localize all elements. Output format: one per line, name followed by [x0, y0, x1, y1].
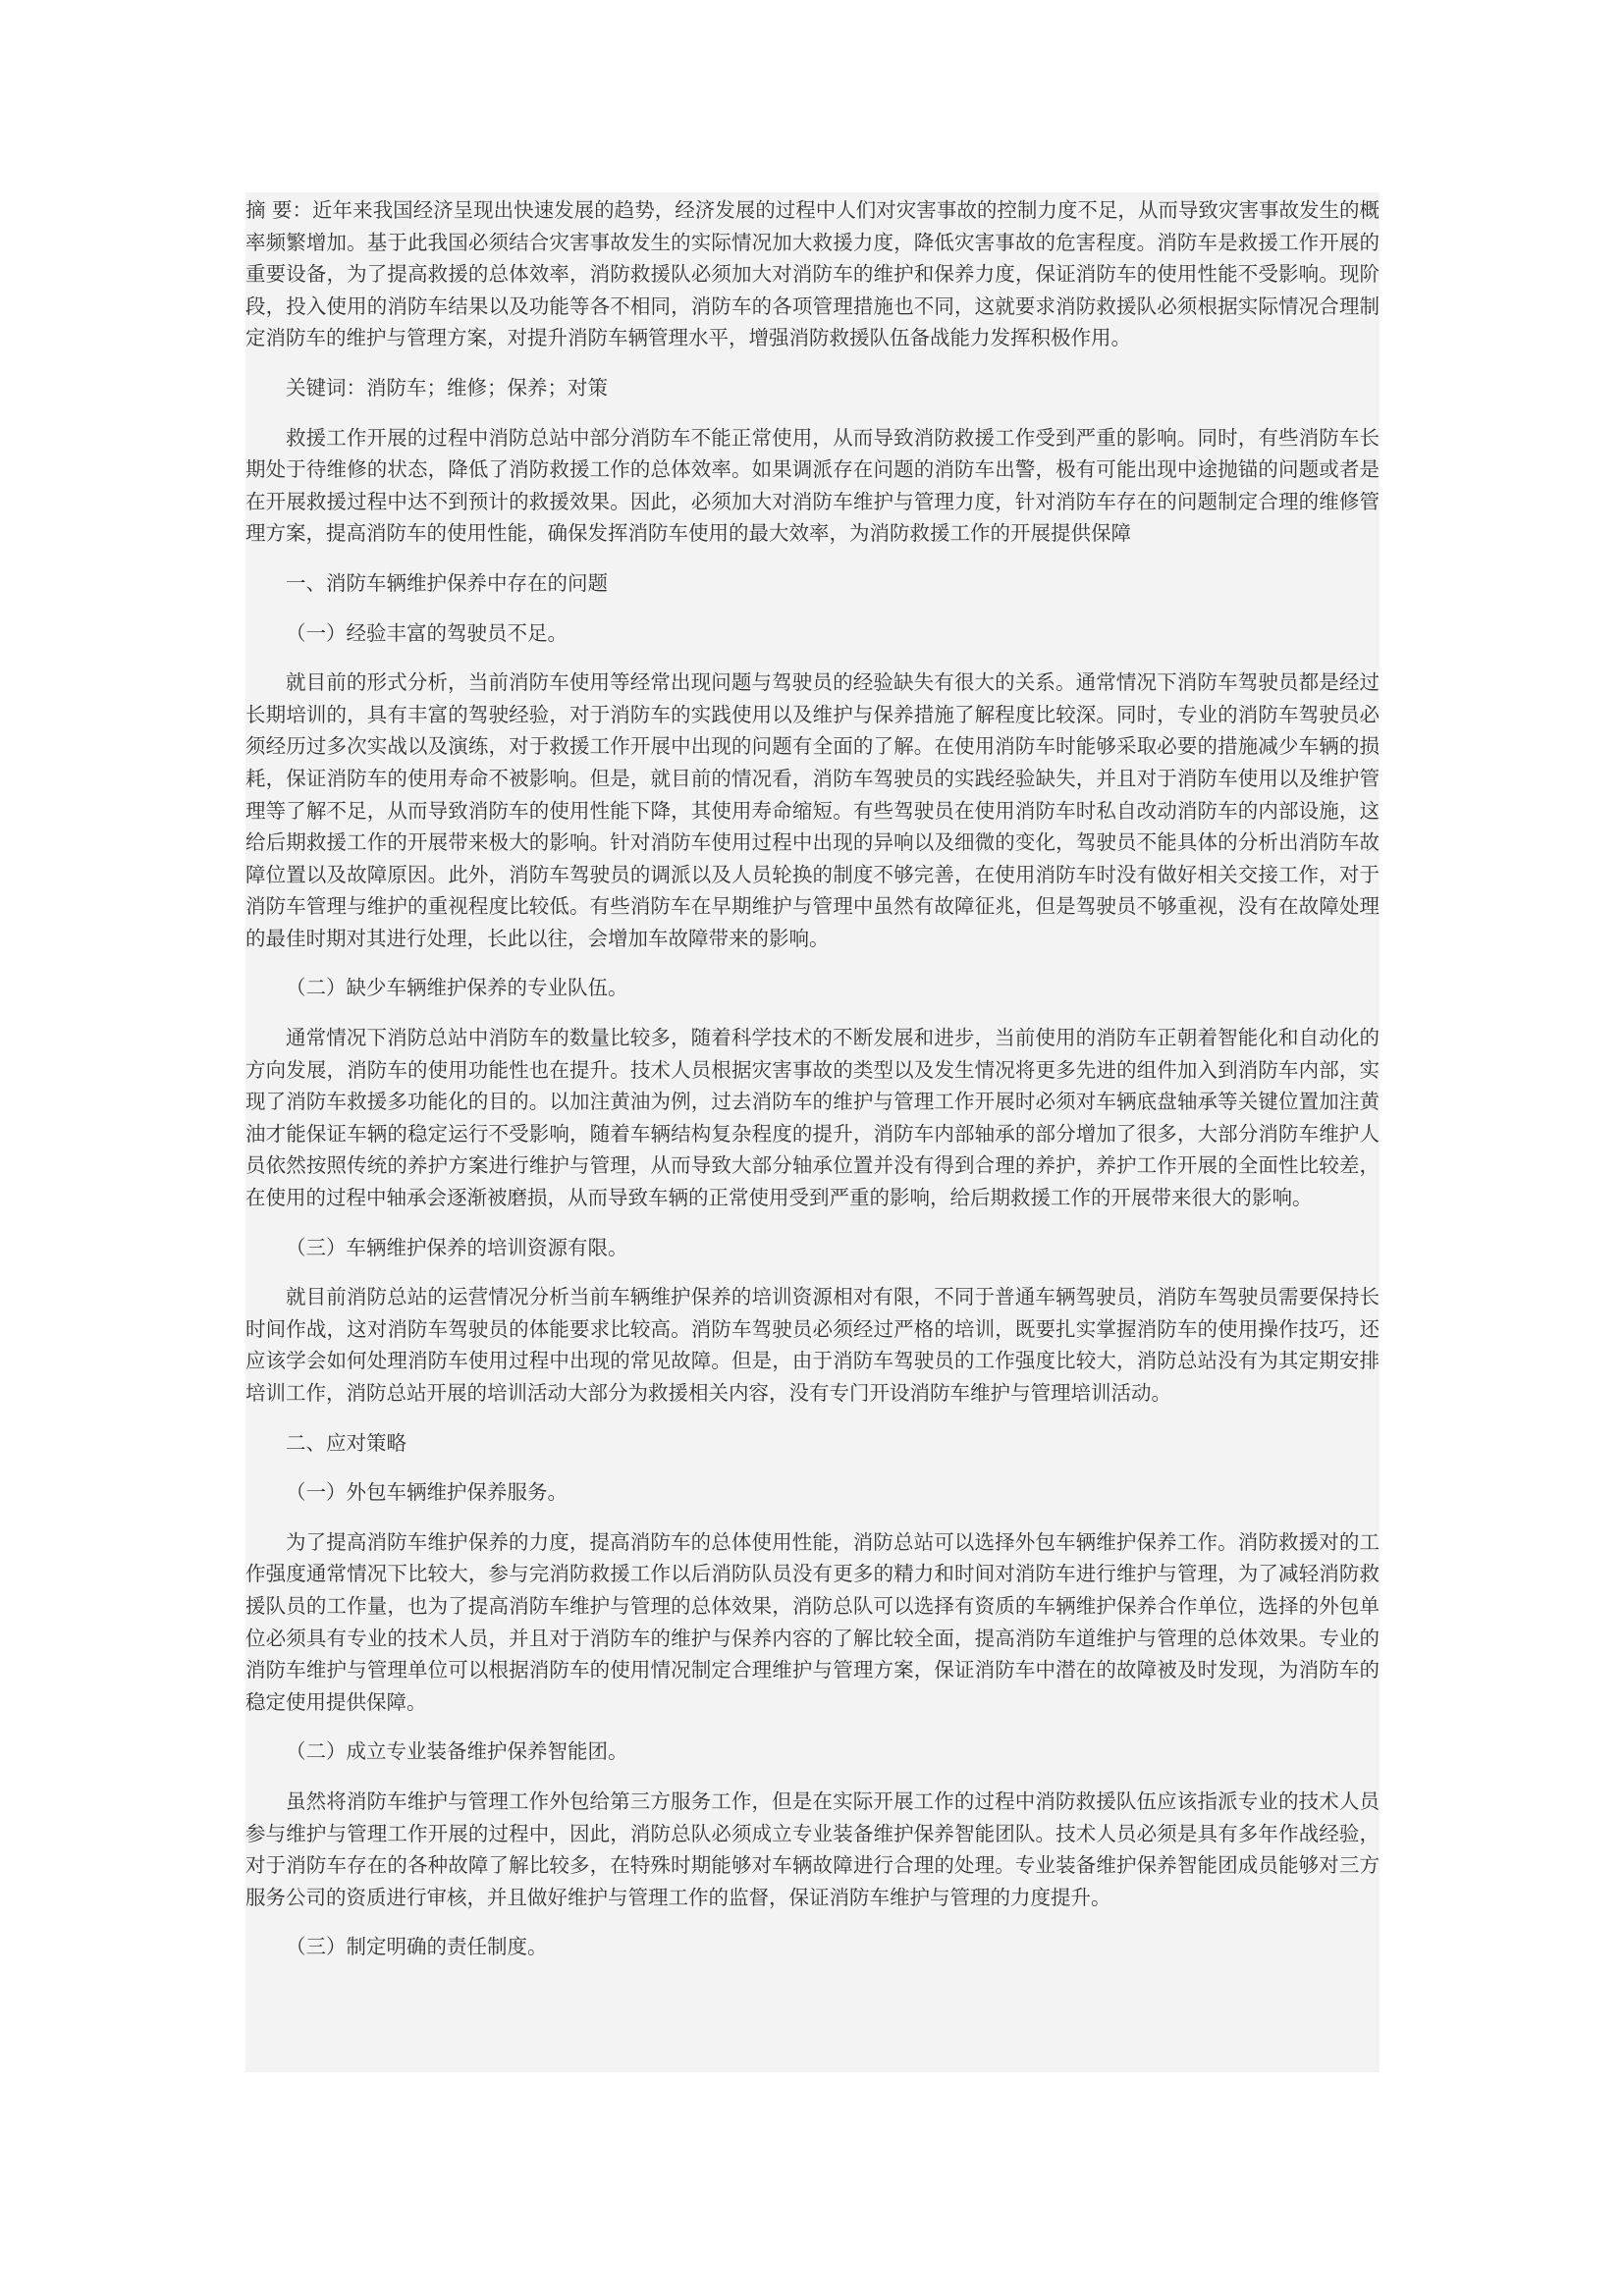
section-2-sub-1-heading: （一）外包车辆维护保养服务。: [286, 1480, 568, 1505]
section-2-sub-2-heading: （二）成立专业装备维护保养智能团。: [286, 1739, 628, 1764]
section-1-sub-3-heading: （三）车辆维护保养的培训资源有限。: [286, 1235, 628, 1259]
intro-paragraph: 救援工作开展的过程中消防总站中部分消防车不能正常使用，从而导致消防救援工作受到严重的影响。同时，有些消防车长期处于待维修的状态，降低了消防救援工作的总体效率。如果调派存在问题的消防车出警，极有可能出现中途抛锚的问题或者是在开展救援过程中达不到预计的救援效果。因此，必须加大对消防车维护与管理力度，针对消防车存在的问题制定合理的维修管理方案，提高消防车的使用性能，确保发挥消防车使用的最大效率，为消防救援工作的开展提供保障: [245, 425, 1380, 546]
section-1-sub-1-heading: （一）经验丰富的驾驶员不足。: [286, 620, 568, 645]
section-2-sub-1-paragraph: 为了提高消防车维护保养的力度，提高消防车的总体使用性能，消防总站可以选择外包车辆维护保养工作。消防救援对的工作强度通常情况下比较大，参与完消防救援工作以后消防队员没有更多的精力和时间对消防车进行维护与管理，为了减轻消防救援队员的工作量，也为了提高消防车维护与管理的总体效果，消防总队可以选择有资质的车辆维护保养合作单位，选择的外包单位必须具有专业的技术人员，并且对于消防车的维护与保养内容的了解比较全面，提高消防车道维护与管理的总体效果。专业的消防车维护与管理单位可以根据消防车的使用情况制定合理维护与管理方案，保证消防车中潜在的故障被及时发现，为消防车的稳定使用提供保障。: [245, 1529, 1380, 1714]
section-1-sub-3-paragraph: 就目前消防总站的运营情况分析当前车辆维护保养的培训资源相对有限，不同于普通车辆驾驶员，消防车驾驶员需要保持长时间作战，这对消防车驾驶员的体能要求比较高。消防车驾驶员必须经过严格的培训，既要扎实掌握消防车的使用操作技巧，还应该学会如何处理消防车使用过程中出现的常见故障。但是，由于消防车驾驶员的工作强度比较大，消防总站没有为其定期安排培训工作，消防总站开展的培训活动大部分为救援相关内容，没有专门开设消防车维护与管理培训活动。: [245, 1285, 1380, 1405]
section-1-sub-1-paragraph: 就目前的形式分析，当前消防车使用等经常出现问题与驾驶员的经验缺失有很大的关系。通常情况下消防车驾驶员都是经过长期培训的，具有丰富的驾驶经验，对于消防车的实践使用以及维护与保养措施了解程度比较深。同时，专业的消防车驾驶员必须经历过多次实战以及演练，对于救援工作开展中出现的问题有全面的了解。在使用消防车时能够采取必要的措施减少车辆的损耗，保证消防车的使用寿命不被影响。但是，就目前的情况看，消防车驾驶员的实践经验缺失，并且对于消防车使用以及维护管理等了解不足，从而导致消防车的使用性能下降，其使用寿命缩短。有些驾驶员在使用消防车时私自改动消防车的内部设施，这给后期救援工作的开展带来极大的影响。针对消防车使用过程中出现的异响以及细微的变化，驾驶员不能具体的分析出消防车故障位置以及故障原因。此外，消防车驾驶员的调派以及人员轮换的制度不够完善，在使用消防车时没有做好相关交接工作，对于消防车管理与维护的重视程度比较低。有些消防车在早期维护与管理中虽然有故障征兆，但是驾驶员不够重视，没有在故障处理的最佳时期对其进行处理，长此以往，会增加车故障带来的影响。: [245, 670, 1380, 950]
section-2-heading: 二、应对策略: [286, 1430, 406, 1455]
abstract-paragraph: 摘 要：近年来我国经济呈现出快速发展的趋势，经济发展的过程中人们对灾害事故的控制力度不足，从而导致灾害事故发生的概率频繁增加。基于此我国必须结合灾害事故发生的实际情况加大救援力度，降低灾害事故的危害程度。消防车是救援工作开展的重要设备，为了提高救援的总体效率，消防救援队必须加大对消防车的维护和保养力度，保证消防车的使用性能不受影响。现阶段，投入使用的消防车结果以及功能等各不相同，消防车的各项管理措施也不同，这就要求消防救援队必须根据实际情况合理制定消防车的维护与管理方案，对提升消防车辆管理水平，增强消防救援队伍备战能力发挥积极作用。: [245, 198, 1380, 350]
section-2-sub-3-heading: （三）制定明确的责任制度。: [286, 1935, 548, 1959]
section-1-heading: 一、消防车辆维护保养中存在的问题: [286, 570, 608, 595]
section-1-sub-2-paragraph: 通常情况下消防总站中消防车的数量比较多，随着科学技术的不断发展和进步，当前使用的消防车正朝着智能化和自动化的方向发展，消防车的使用功能性也在提升。技术人员根据灾害事故的类型以及发生情况将更多先进的组件加入到消防车内部，实现了消防车救援多功能化的目的。以加注黄油为例，过去消防车的维护与管理工作开展时必须对车辆底盘轴承等关键位置加注黄油才能保证车辆的稳定运行不受影响，随着车辆结构复杂程度的提升，消防车内部轴承的部分增加了很多，大部分消防车维护人员依然按照传统的养护方案进行维护与管理，从而导致大部分轴承位置并没有得到合理的养护，养护工作开展的全面性比较差，在使用的过程中轴承会逐渐被磨损，从而导致车辆的正常使用受到严重的影响，给后期救援工作的开展带来很大的影响。: [245, 1026, 1380, 1210]
keywords-line: 关键词：消防车；维修；保养；对策: [286, 375, 608, 400]
document-body: [245, 194, 1380, 1963]
section-1-sub-2-heading: （二）缺少车辆维护保养的专业队伍。: [286, 976, 628, 1000]
section-2-sub-2-paragraph: 虽然将消防车维护与管理工作外包给第三方服务工作，但是在实际开展工作的过程中消防救援队伍应该指派专业的技术人员参与维护与管理工作开展的过程中，因此，消防总队必须成立专业装备维护保养智能团队。技术人员必须是具有多年作战经验，对于消防车存在的各种故障了解比较多，在特殊时期能够对车辆故障进行合理的处理。专业装备维护保养智能团成员能够对三方服务公司的资质进行审核，并且做好维护与管理工作的监督，保证消防车维护与管理的力度提升。: [245, 1789, 1380, 1909]
